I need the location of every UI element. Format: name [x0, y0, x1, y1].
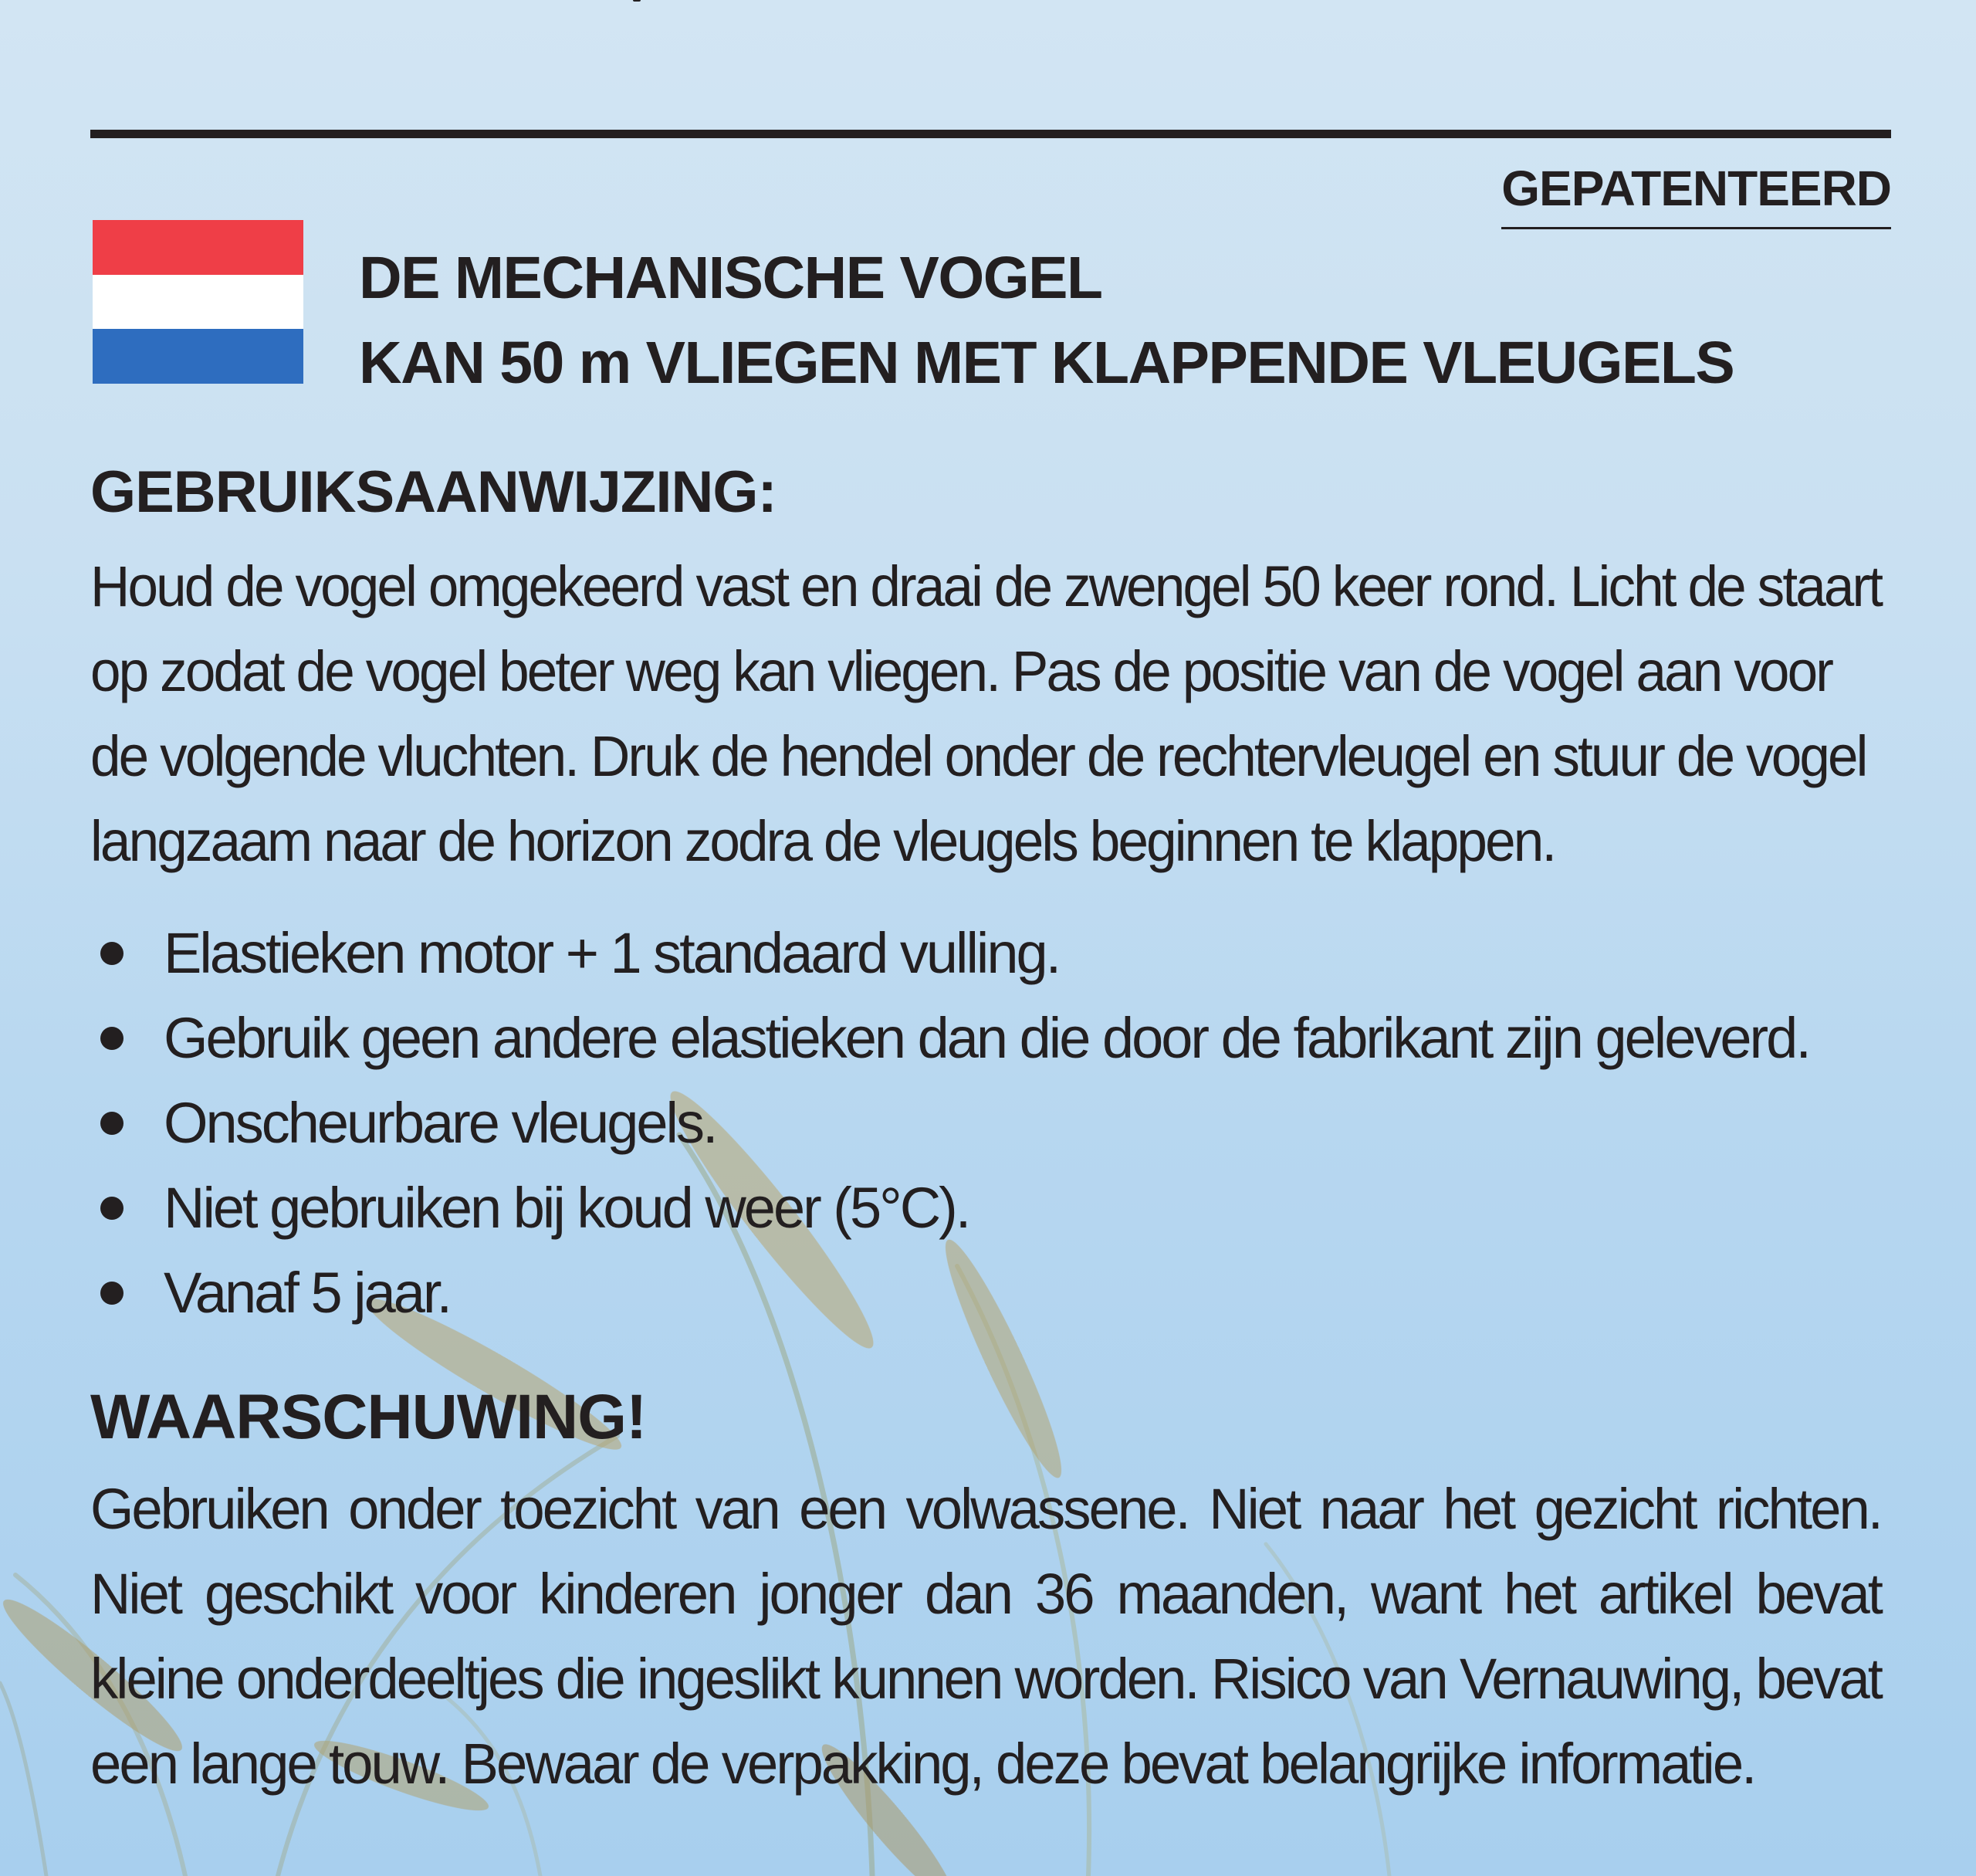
feature-item — [90, 1081, 1881, 1166]
feature-text: Onscheurbare vleugels. — [164, 1091, 716, 1155]
patented-badge: GEPATENTEERD — [1501, 164, 1891, 229]
instructions-line: langzaam naar de horizon zodra de vleugels beginnen te klappen. — [90, 809, 1555, 873]
feature-text: Vanaf 5 jaar. — [164, 1261, 451, 1325]
feature-list — [90, 911, 1881, 1336]
headline-line-1: DE MECHANISCHE VOGEL — [359, 245, 1102, 311]
top-divider-rule — [90, 130, 1891, 138]
feature-item — [90, 996, 1881, 1081]
flag-stripe-blue — [93, 329, 303, 384]
headline-line-2: KAN 50 m VLIEGEN MET KLAPPENDE VLEUGELS — [359, 330, 1734, 396]
instructions-line: Houd de vogel omgekeerd vast en draai de zwengel 50 keer rond. Licht de staart — [90, 554, 1882, 618]
feature-text: Elastieken motor + 1 standaard vulling. — [164, 921, 1060, 985]
warning-line: Niet geschikt voor kinderen jonger dan 36 maanden, want het artikel bevat — [90, 1562, 1881, 1626]
instructions-paragraph — [90, 544, 1881, 884]
feature-text: Gebruik geen andere elastieken dan die door de fabrikant zijn geleverd. — [164, 1006, 1809, 1070]
instructions-line: de volgende vluchten. Druk de hendel onder de rechtervleugel en stuur de vogel — [90, 724, 1866, 788]
instructions-line: op zodat de vogel beter weg kan vliegen. Pas de positie van de vogel aan voor — [90, 639, 1832, 703]
warning-line: Gebruiken onder toezicht van een volwassene. Niet naar het gezicht richten. — [90, 1477, 1881, 1541]
feature-item — [90, 1251, 1881, 1336]
top-text-fragment — [633, 0, 641, 2]
bullet-icon — [100, 1197, 124, 1220]
bullet-icon — [100, 1282, 124, 1305]
feature-text: Niet gebruiken bij koud weer (5°C). — [164, 1176, 969, 1240]
warning-line: kleine onderdeeltjes die ingeslikt kunnen worden. Risico van Vernauwing, bevat — [90, 1647, 1881, 1711]
feature-item — [90, 911, 1881, 996]
feature-item — [90, 1166, 1881, 1251]
warning-paragraph — [90, 1467, 1881, 1807]
instructions-heading: GEBRUIKSAANWIJZING: — [90, 459, 777, 525]
product-headline — [359, 235, 1734, 405]
warning-heading: WAARSCHUWING! — [90, 1382, 647, 1452]
bullet-icon — [100, 1027, 124, 1050]
bullet-icon — [100, 942, 124, 965]
bullet-icon — [100, 1112, 124, 1135]
flag-stripe-white — [93, 275, 303, 330]
flag-stripe-red — [93, 220, 303, 275]
warning-line: een lange touw. Bewaar de verpakking, deze bevat belangrijke informatie. — [90, 1732, 1755, 1796]
netherlands-flag-icon — [93, 220, 303, 384]
